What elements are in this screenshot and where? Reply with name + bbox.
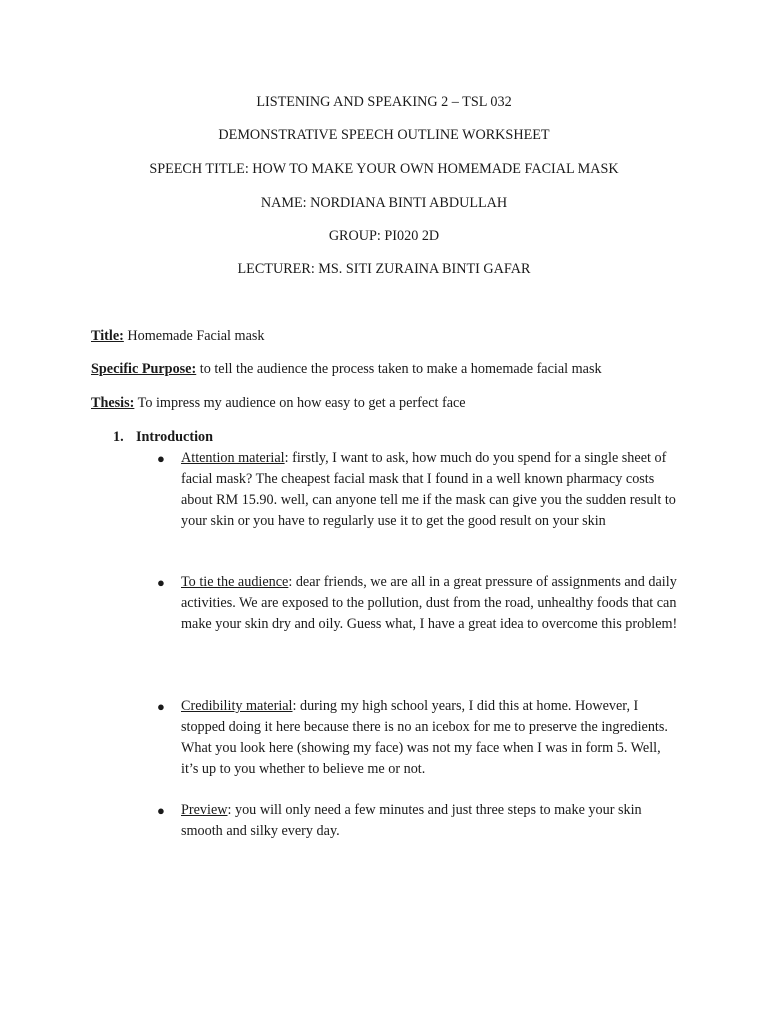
list-item-label: Credibility material [181, 698, 293, 714]
speech-title-heading: SPEECH TITLE: HOW TO MAKE YOUR OWN HOMEMADE FACIAL MASK [149, 161, 619, 177]
list-item-content: : dear friends, we are all in a great pressure of assignments and daily activities. We are exposed to the pollution, dust from the road, unhealthy foods that can make your skin dry and oily. Guess what, I have a great idea to overcome this problem! [181, 574, 678, 632]
specific-purpose-field [91, 361, 602, 378]
lecturer-heading: LECTURER: MS. SITI ZURAINA BINTI GAFAR [237, 261, 531, 277]
list-item-label: Preview [181, 802, 228, 818]
thesis-field [91, 395, 466, 412]
bullet-icon: ● [157, 803, 165, 818]
list-item [157, 696, 679, 780]
list-item-text [181, 448, 679, 532]
title-value: Homemade Facial mask [123, 328, 265, 344]
bullet-icon: ● [157, 451, 165, 466]
list-item [157, 448, 679, 532]
bullet-icon: ● [157, 699, 165, 714]
student-name-heading: NAME: NORDIANA BINTI ABDULLAH [260, 195, 508, 211]
specific-purpose-label: Specific Purpose: [91, 361, 197, 377]
thesis-value: To impress my audience on how easy to get a perfect face [134, 395, 466, 411]
section-number: 1. [113, 429, 124, 445]
list-item-label: Attention material [181, 450, 285, 466]
list-item-content: : during my high school years, I did this at home. However, I stopped doing it here because there is no an icebox for me to preserve the ingredients. What you look here (showing my face) was not my face when I was in form 5. Well, it’s up to you whether to believe me or not. [181, 698, 668, 777]
list-item [157, 800, 679, 842]
title-field [91, 328, 265, 345]
thesis-label: Thesis: [91, 395, 135, 411]
bullet-icon: ● [157, 575, 165, 590]
list-item-text [181, 800, 679, 842]
list-item-label: To tie the audience [181, 574, 289, 590]
group-heading: GROUP: PI020 2D [328, 228, 440, 244]
list-item-content: : you will only need a few minutes and just three steps to make your skin smooth and silky every day. [181, 802, 642, 839]
title-label: Title: [91, 328, 124, 344]
course-heading: LISTENING AND SPEAKING 2 – TSL 032 [256, 94, 512, 110]
list-item-content: : firstly, I want to ask, how much do you spend for a single sheet of facial mask? The cheapest facial mask that I found in a well known pharmacy costs about RM 15.90. well, can anyone tell me if the mask can give you the sudden result to your skin or you have to regularly use it to get the good result on your skin [181, 450, 676, 529]
specific-purpose-value: to tell the audience the process taken to make a homemade facial mask [196, 361, 602, 377]
section-heading [113, 429, 213, 446]
section-title: Introduction [136, 429, 213, 445]
list-item-text [181, 572, 679, 635]
list-item-text [181, 696, 679, 780]
list-item [157, 572, 679, 635]
worksheet-heading: DEMONSTRATIVE SPEECH OUTLINE WORKSHEET [218, 127, 550, 143]
